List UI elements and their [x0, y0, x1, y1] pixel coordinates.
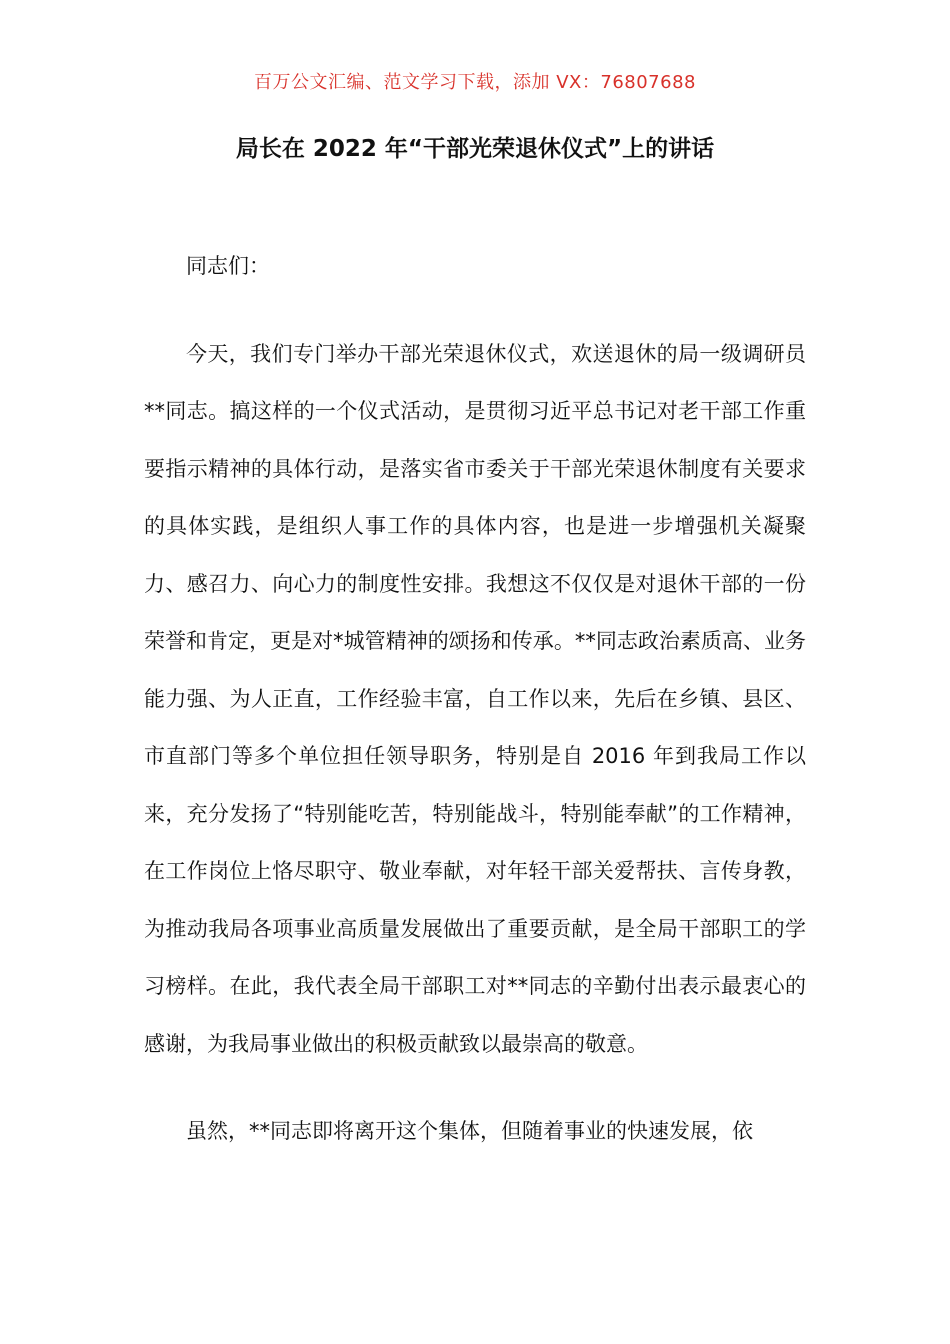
document-body — [144, 238, 806, 1161]
salutation: 同志们： — [186, 254, 270, 278]
document-title: 局长在 2022 年“干部光荣退休仪式”上的讲话 — [235, 136, 715, 162]
header-note: 百万公文汇编、范文学习下载，添加 VX：76807688 — [254, 72, 696, 93]
paragraph-2: 虽然，**同志即将离开这个集体，但随着事业的快速发展，依 — [186, 1119, 753, 1143]
paragraph-1: 今天，我们专门举办干部光荣退休仪式，欢送退休的局一级调研员**同志。搞这样的一个仪式活动，是贯彻习近平总书记对老干部工作重要指示精神的具体行动，是落实省市委关于干部光荣退休制度有关要求的具体实践，是组织人事工作的具体内容，也是进一步增强机关凝聚力、感召力、向心力的制度性安排。我想这不仅仅是对退休干部的一份荣誉和肯定，更是对*城管精神的颂扬和传承。**同志政治素质高、业务能力强、为人正直，工作经验丰富，自工作以来，先后在乡镇、县区、市直部门等多个单位担任领导职务，特别是自 2016 年到我局工作以来，充分发扬了“特别能吃苦，特别能战斗，特别能奉献”的工作精神，在工作岗位上恪尽职守、敬业奉献，对年轻干部关爱帮扶、言传身教，为推动我局各项事业高质量发展做出了重要贡献，是全局干部职工的学习榜样。在此，我代表全局干部职工对**同志的辛勤付出表示最衷心的感谢，为我局事业做出的积极贡献致以最崇高的敬意。 — [144, 341, 806, 1056]
